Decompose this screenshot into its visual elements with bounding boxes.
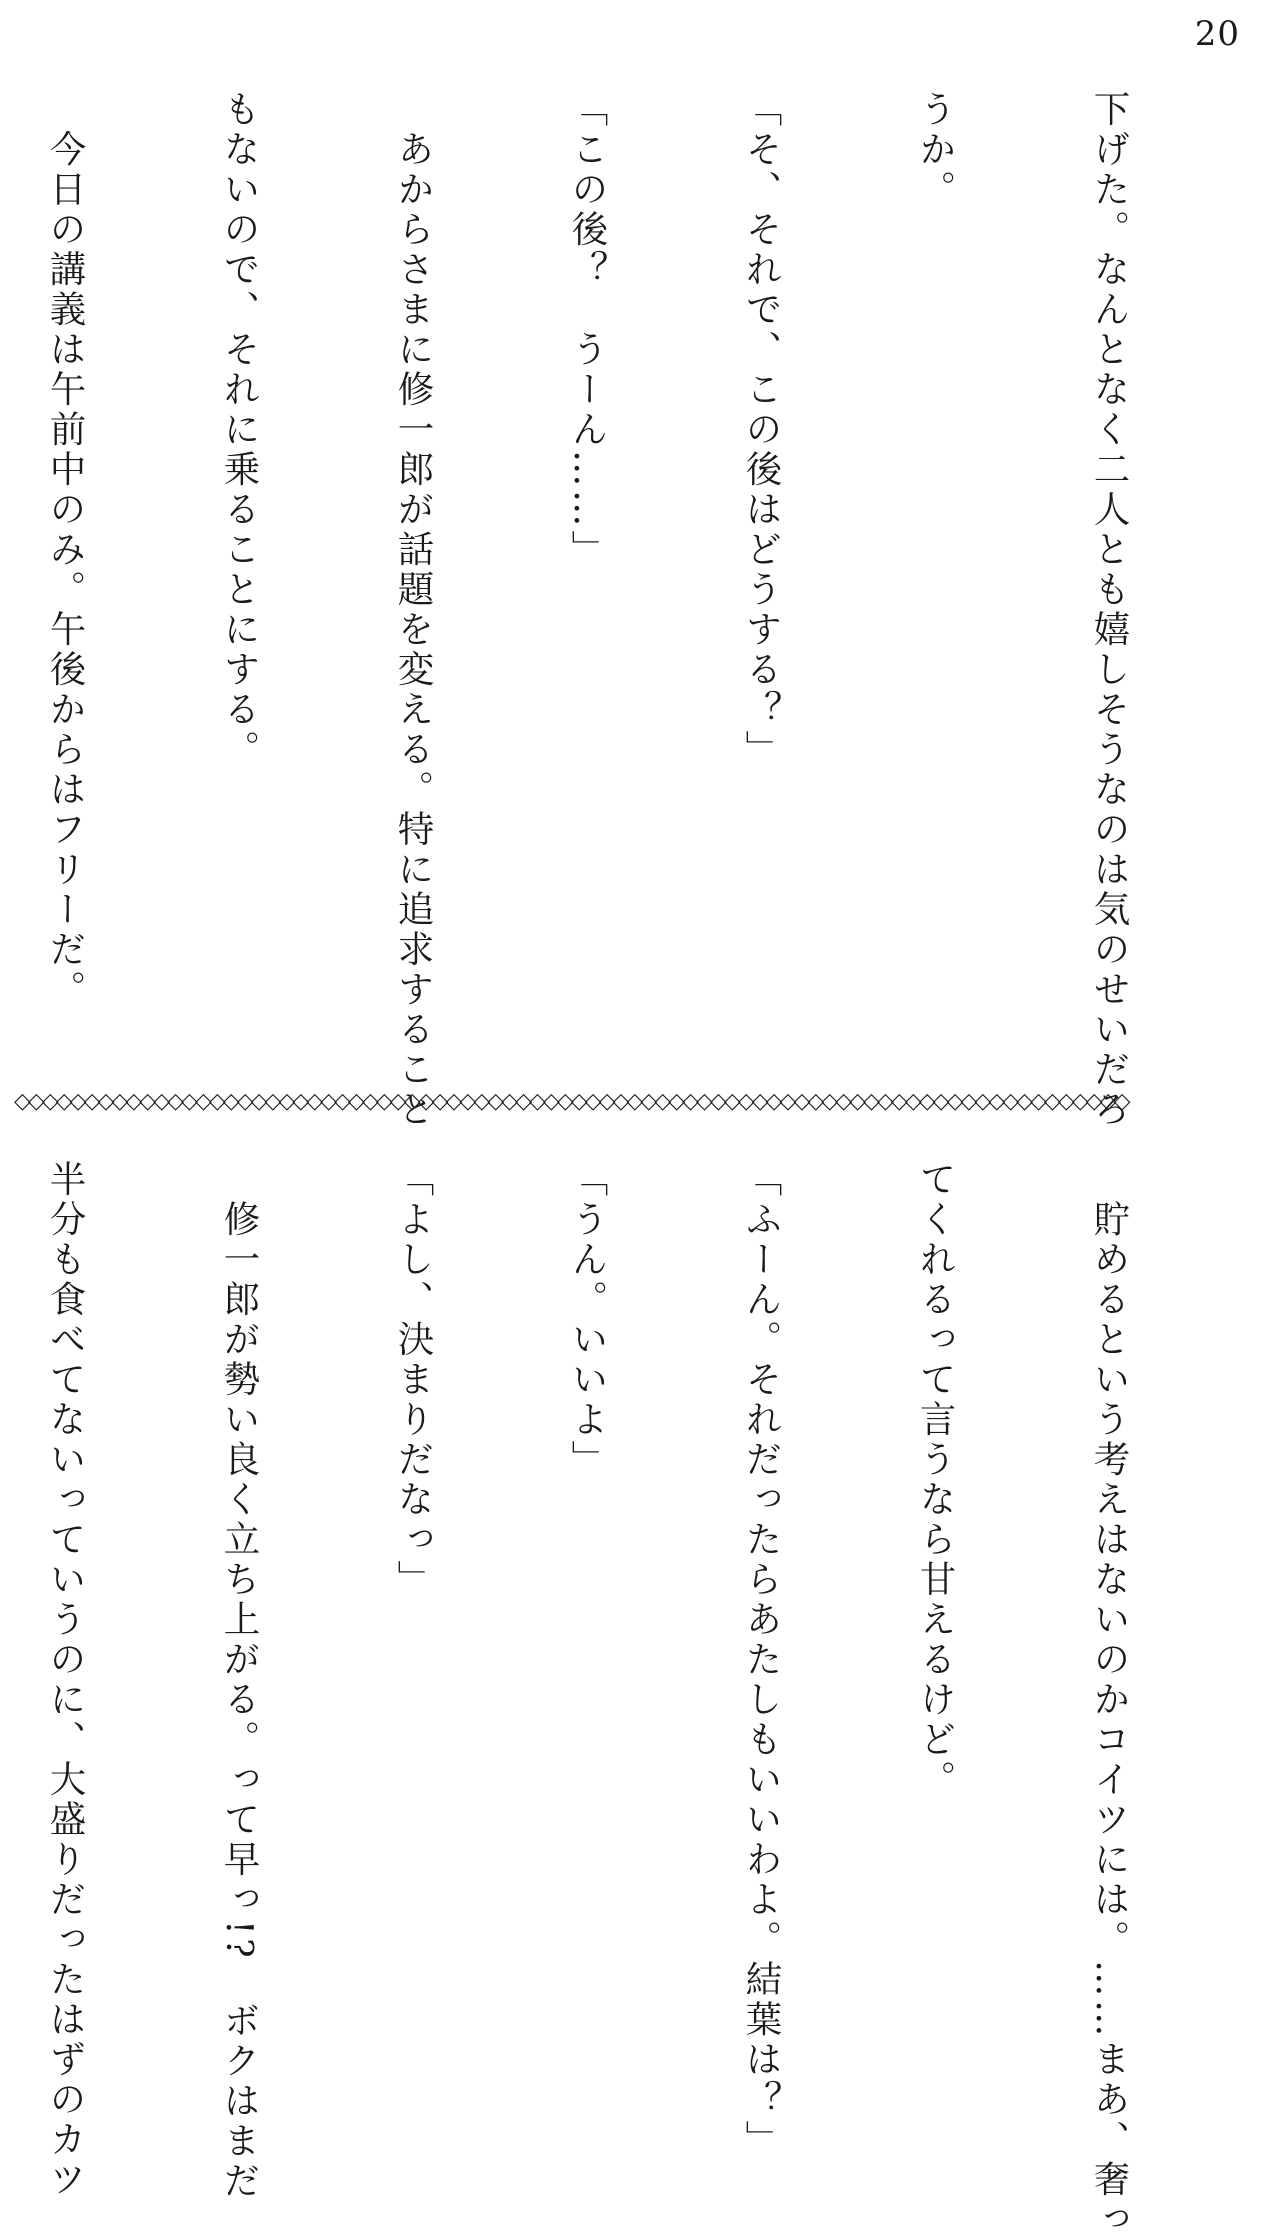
page-number: 20: [1194, 14, 1240, 54]
scene-divider: ◇◇◇◇◇◇◇◇◇◇◇◇◇◇◇◇◇◇◇◇◇◇◇◇◇◇◇◇◇◇◇◇◇◇◇◇◇◇◇◇◇◇◇◇◇◇◇◇◇◇◇◇◇◇◇◇◇◇◇◇◇◇◇◇◇◇◇◇◇◇◇◇◇◇◇◇◇◇◇◇: [14, 1089, 1128, 1114]
text-line: 「よし、決まりだなっ」: [392, 1160, 435, 1600]
text-line: 「うん。いいよ」: [566, 1160, 609, 1480]
text-line: 「そ、それで、この後はどうする？」: [740, 90, 783, 770]
bottom-text-block: [0, 1160, 1254, 2240]
text-line: もないので、それに乗ることにする。: [218, 90, 261, 770]
text-line: 半分も食べてないっていうのに、大盛りだったはずのカツ: [44, 1160, 87, 2200]
text-line: てくれるって言うなら甘えるけど。: [914, 1160, 957, 1800]
text-line: 「ふーん。それだったらあたしもいいわよ。結葉は？」: [740, 1160, 783, 2160]
text-line: 今日の講義は午前中のみ。午後からはフリーだ。: [44, 90, 87, 1010]
top-text-block: [0, 90, 1254, 1130]
text-line: 修一郎が勢い良く立ち上がる。って早っ!? ボクはまだ: [218, 1160, 261, 2202]
text-line: 「この後？ うーん……」: [566, 90, 609, 570]
text-line: うか。: [914, 90, 957, 210]
text-line: 貯めるという考えはないのかコイツには。……まあ、奢っ: [1088, 1160, 1131, 2240]
text-line: あからさまに修一郎が話題を変える。特に追求すること: [392, 90, 435, 1130]
text-line: 下げた。なんとなく二人とも嬉しそうなのは気のせいだろ: [1088, 90, 1131, 1130]
